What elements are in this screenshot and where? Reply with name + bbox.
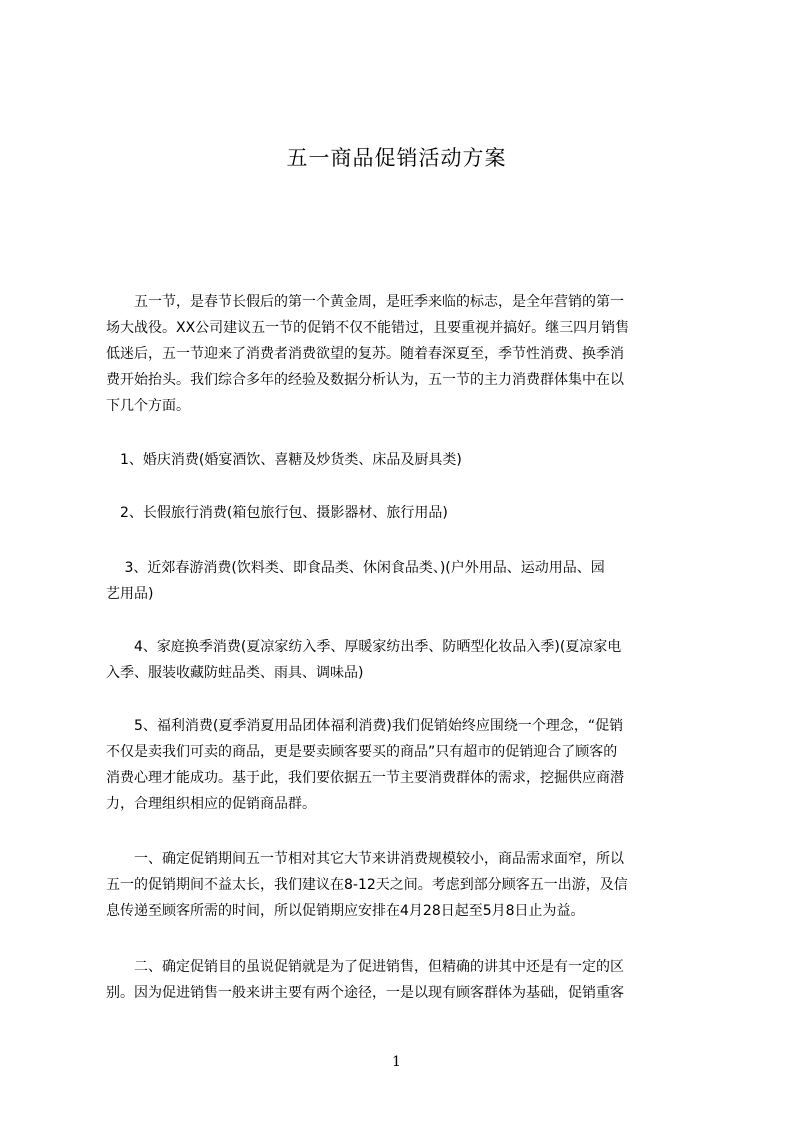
paragraph-line: 场大战役。XX公司建议五一节的促销不仅不能错过，且要重视并搞好。继三四月销售 [106,320,630,336]
paragraph-line: 低迷后，五一节迎来了消费者消费欲望的复苏。随着春深夏至，季节性消费、换季消 [106,346,624,362]
paragraph-line: 下几个方面。 [106,398,190,414]
paragraph-line: 二、确定促销目的虽说促销就是为了促进销售，但精确的讲其中还是有一定的区 [106,959,624,975]
document-title: 五一商品促销活动方案 [286,146,507,170]
list-item-wedding [106,447,698,473]
paragraph-line: 别。因为促进销售一般来讲主要有两个途径，一是以现有顾客群体为基础，促销重客 [106,985,624,1001]
paragraph-line: 一、确定促销期间五一节相对其它大节来讲消费规模较小，商品需求面窄，所以 [106,851,624,867]
paragraph-line: 1、婚庆消费(婚宴酒饮、喜糖及炒货类、床品及厨具类) [106,452,462,468]
paragraph-line: 力，合理组织相应的促销商品群。 [106,796,316,812]
section-promotion-period [106,846,698,924]
paragraph-line: 4、家庭换季消费(夏凉家纺入季、厚暖家纺出季、防晒型化妆品入季)(夏凉家电 [106,639,622,655]
list-item-spring-outing [106,555,698,607]
page-number: 1 [392,1054,401,1070]
paragraph-line: 2、长假旅行消费(箱包旅行包、摄影器材、旅行用品) [106,505,448,521]
paragraph-line: 3、近郊春游消费(饮料类、即食品类、休闲食品类、)(户外用品、运动用品、园 [106,560,605,576]
paragraph-line: 五一的促销期间不益太长，我们建议在8-12天之间。考虑到部分顾客五一出游，及信 [106,877,628,893]
paragraph-intro [106,289,698,419]
paragraph-line: 消费心理才能成功。基于此，我们要依据五一节主要消费群体的需求，挖掘供应商潜 [106,770,624,786]
section-promotion-purpose [106,954,698,1006]
paragraph-line: 不仅是卖我们可卖的商品，更是要卖顾客要买的商品”只有超市的促销迎合了顾客的 [106,744,618,760]
list-item-travel [106,500,698,526]
paragraph-line: 艺用品) [106,586,154,602]
paragraph-line: 入季、服装收藏防蛀品类、雨具、调味品) [106,665,364,681]
list-item-seasonal-change [106,634,698,686]
paragraph-line: 费开始抬头。我们综合多年的经验及数据分析认为，五一节的主力消费群体集中在以 [106,372,624,388]
list-item-welfare [106,713,698,817]
paragraph-line: 5、福利消费(夏季消夏用品团体福利消费)我们促销始终应围绕一个理念，“促销 [106,718,624,734]
paragraph-line: 息传递至顾客所需的时间，所以促销期应安排在4月28日起至5月8日止为益。 [106,903,585,919]
paragraph-line: 五一节，是春节长假后的第一个黄金周，是旺季来临的标志，是全年营销的第一 [106,294,624,310]
